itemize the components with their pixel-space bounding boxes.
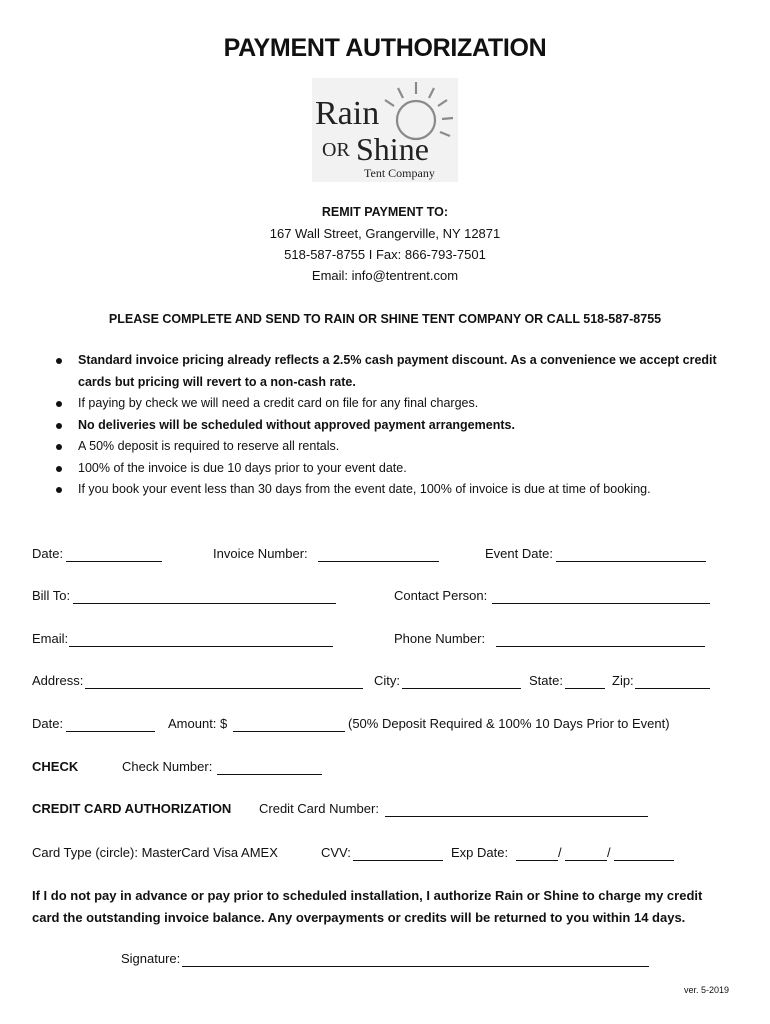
- credit-card-number-field[interactable]: [385, 816, 648, 817]
- contact-person-label: Contact Person:: [394, 588, 488, 603]
- zip-field[interactable]: [635, 688, 710, 689]
- city-field[interactable]: [402, 688, 521, 689]
- invoice-number-field[interactable]: [318, 561, 439, 562]
- invoice-number-label: Invoice Number:: [213, 546, 308, 561]
- zip-label: Zip:: [612, 673, 634, 688]
- state-label: State:: [529, 673, 563, 688]
- event-date-field[interactable]: [556, 561, 706, 562]
- address-field[interactable]: [85, 688, 363, 689]
- signature-label: Signature:: [121, 951, 181, 966]
- logo-word-or: OR: [322, 139, 350, 161]
- amount-field[interactable]: [233, 731, 345, 732]
- bill-to-label: Bill To:: [32, 588, 71, 603]
- phone-number-label: Phone Number:: [394, 631, 486, 646]
- check-number-field[interactable]: [217, 774, 322, 775]
- page-title: PAYMENT AUTHORIZATION: [223, 34, 547, 62]
- remit-phone: 518-587-8755 I Fax: 866-793-7501: [284, 247, 486, 262]
- state-field[interactable]: [565, 688, 605, 689]
- signature-field[interactable]: [182, 966, 649, 967]
- amount-label: Amount: $: [168, 716, 228, 731]
- credit-card-number-label: Credit Card Number:: [259, 801, 379, 816]
- exp-separator: /: [607, 845, 611, 860]
- exp-separator: /: [558, 845, 562, 860]
- check-number-label: Check Number:: [122, 759, 213, 774]
- email-field[interactable]: [69, 646, 333, 647]
- list-item: A 50% deposit is required to reserve all rentals.: [52, 436, 742, 458]
- remit-address: 167 Wall Street, Grangerville, NY 12871: [269, 226, 501, 241]
- logo-word-shine: Shine: [356, 131, 429, 167]
- exp-date-label: Exp Date:: [451, 845, 509, 860]
- logo-tagline: Tent Company: [364, 166, 435, 180]
- exp-day-field[interactable]: [565, 860, 607, 861]
- company-logo: [312, 78, 458, 182]
- logo-word-rain: Rain: [315, 95, 380, 132]
- remit-heading: REMIT PAYMENT TO:: [321, 205, 449, 219]
- contact-person-field[interactable]: [492, 603, 710, 604]
- email-label: Email:: [32, 631, 69, 646]
- date-field[interactable]: [66, 561, 162, 562]
- cvv-field[interactable]: [353, 860, 443, 861]
- address-label: Address:: [32, 673, 84, 688]
- version-label: ver. 5-2019: [684, 985, 730, 995]
- list-item: If paying by check we will need a credit card on file for any final charges.: [52, 393, 742, 415]
- notice-text: PLEASE COMPLETE AND SEND TO RAIN OR SHINE TENT COMPANY OR CALL 518-587-8755: [108, 312, 662, 326]
- check-heading: CHECK: [32, 759, 79, 774]
- city-label: City:: [374, 673, 400, 688]
- event-date-label: Event Date:: [485, 546, 553, 561]
- cvv-label: CVV:: [321, 845, 351, 860]
- card-type-label: Card Type (circle): MasterCard Visa AMEX: [32, 845, 278, 860]
- list-item: Standard invoice pricing already reflects a 2.5% cash payment discount. As a convenience we accept credit cards but pricing will revert to a non-cash rate.: [52, 350, 742, 393]
- payment-date-field[interactable]: [66, 731, 155, 732]
- list-item: 100% of the invoice is due 10 days prior to your event date.: [52, 458, 742, 480]
- phone-number-field[interactable]: [496, 646, 705, 647]
- date-label: Date:: [32, 546, 64, 561]
- exp-year-field[interactable]: [614, 860, 674, 861]
- list-item: No deliveries will be scheduled without approved payment arrangements.: [52, 415, 742, 437]
- authorization-text: If I do not pay in advance or pay prior to scheduled installation, I authorize Rain or Shine to charge my credit card the outstanding invoice balance. Any overpayments or credits will be returned to you within 14 days.: [32, 888, 703, 925]
- credit-card-heading: CREDIT CARD AUTHORIZATION: [32, 801, 232, 816]
- bill-to-field[interactable]: [73, 603, 336, 604]
- deposit-note: (50% Deposit Required & 100% 10 Days Prior to Event): [348, 716, 670, 731]
- policy-list: [52, 350, 742, 501]
- list-item: If you book your event less than 30 days from the event date, 100% of invoice is due at time of booking.: [52, 479, 742, 501]
- exp-month-field[interactable]: [516, 860, 558, 861]
- payment-date-label: Date:: [32, 716, 64, 731]
- remit-email: Email: info@tentrent.com: [311, 268, 459, 283]
